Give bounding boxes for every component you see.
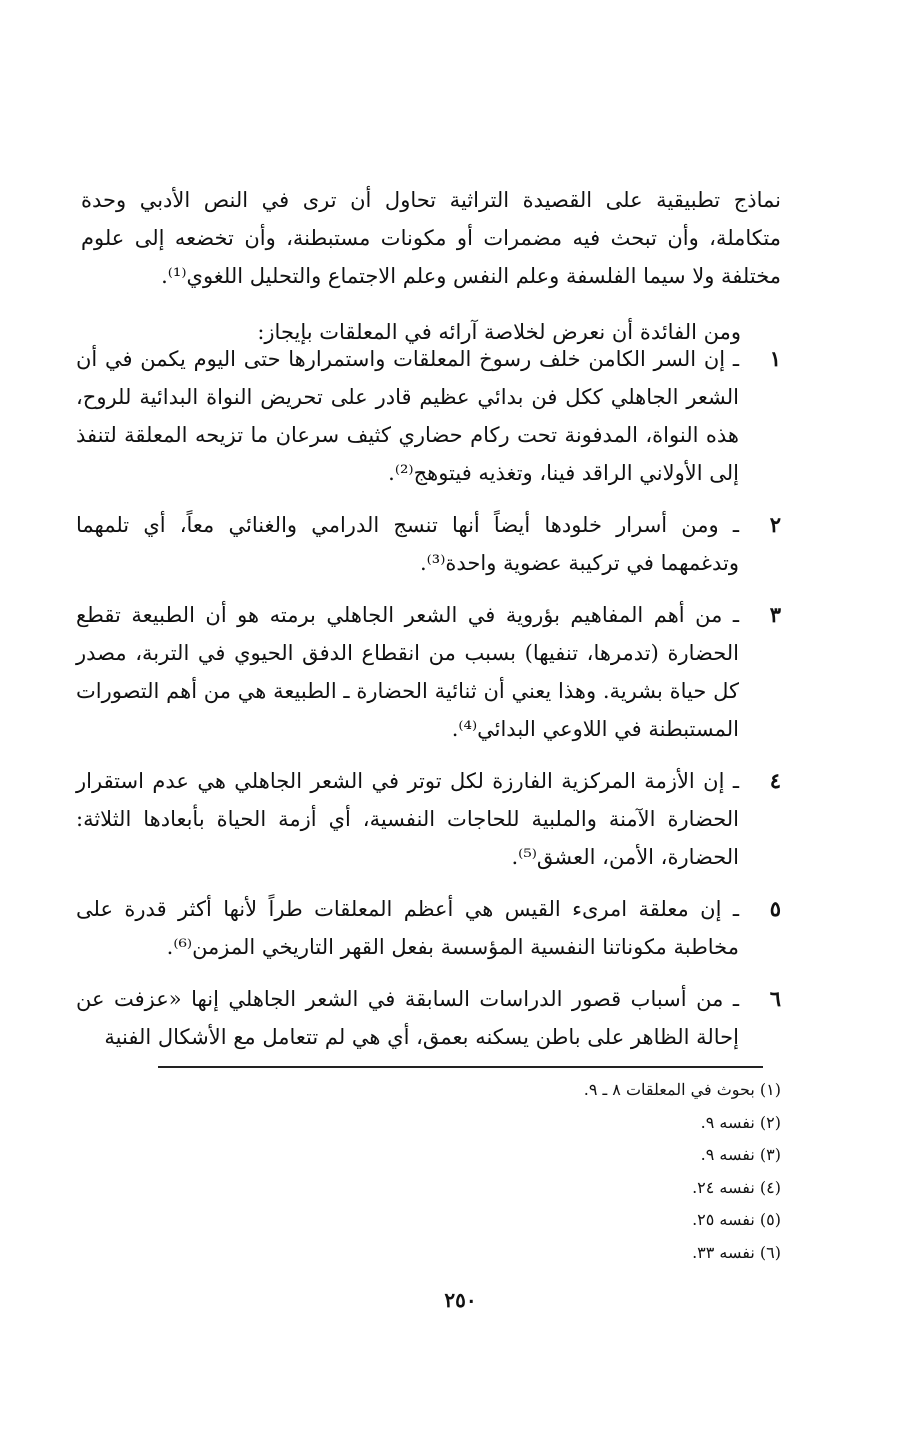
list-item	[76, 506, 781, 582]
list-item	[76, 340, 781, 492]
footnote: (٢) نفسه ٩.	[700, 1112, 781, 1132]
list-item	[76, 980, 781, 1056]
list-item-number: ٣	[769, 602, 781, 627]
list-item	[76, 890, 781, 966]
footnote: (٦) نفسه ٣٣.	[692, 1242, 781, 1262]
page-number: ٢٥٠	[444, 1288, 477, 1312]
list-item-text: ـ ومن أسرار خلودها أيضاً أنها تنسج الدرامي والغنائي معاً، أي تلمهما وتدغمهما في تركيبة عضوية واحدة⁽³⁾.	[76, 513, 739, 575]
list-item-number: ١	[769, 346, 781, 371]
list-item	[76, 596, 781, 748]
summary-lead-paragraph: ومن الفائدة أن نعرض لخلاصة آرائه في المعلقات بإيجاز:	[257, 320, 741, 344]
footnote: (١) بحوث في المعلقات ٨ ـ ٩.	[583, 1080, 781, 1099]
footnotes-list	[181, 1074, 781, 1269]
list-item-text: ـ إن الأزمة المركزية الفارزة لكل توتر في الشعر الجاهلي هي عدم استقرار الحضارة الآمنة والملبية للحاجات النفسية، أي أزمة الحياة بأبعادها الثلاثة: الحضارة، الأمن، العشق⁽⁵⁾.	[76, 769, 739, 869]
footnote: (٣) نفسه ٩.	[700, 1145, 781, 1164]
list-item-number: ٦	[769, 986, 781, 1011]
footnote: (٤) نفسه ٢٤.	[692, 1177, 781, 1197]
intro-paragraph: نماذج تطبيقية على القصيدة التراثية تحاول أن ترى في النص الأدبي وحدة متكاملة، وأن تبحث فيه مضمرات أو مكونات مستبطنة، وأن تخضعه إلى علوم مختلفة ولا سيما الفلسفة وعلم النفس وعلم الاجتماع والتحليل اللغوي⁽¹⁾.	[81, 188, 781, 288]
list-item-text: ـ إن السر الكامن خلف رسوخ المعلقات واستمرارها حتى اليوم يكمن في أن الشعر الجاهلي ككل فن بدائي عظيم قادر على تحريض النواة البدائية للروح، هذه النواة، المدفونة تحت ركام حضاري كثيف سرعان ما تزيحه المعلقة لتنفذ إلى الأولاني الراقد فينا، وتغذيه فيتوهج⁽²⁾.	[76, 347, 739, 485]
list-item-text: ـ من أسباب قصور الدراسات السابقة في الشعر الجاهلي إنها «عزفت عن إحالة الظاهر على باطن يسكنه بعمق، أي هي لم تتعامل مع الأشكال الفنية	[76, 987, 739, 1049]
list-item-text: ـ إن معلقة امرىء القيس هي أعظم المعلقات طراً لأنها أكثر قدرة على مخاطبة مكوناتنا النفسية المؤسسة بفعل القهر التاريخي المزمن⁽⁶⁾.	[76, 897, 739, 959]
list-item-number: ٥	[769, 896, 781, 921]
list-item-number: ٢	[769, 512, 781, 537]
list-item-text: ـ من أهم المفاهيم بؤروية في الشعر الجاهلي برمته هو أن الطبيعة تقطع الحضارة (تدمرها، تنفيها) بسبب من انقطاع الدفق الحيوي في التربة، مصدر كل حياة بشرية. وهذا يعني أن ثنائية الحضارة ـ الطبيعة هي من أهم التصورات المستبطنة في اللاوعي البدائي⁽⁴⁾.	[76, 603, 739, 741]
footnote: (٥) نفسه ٢٥.	[692, 1210, 781, 1229]
list-item-number: ٤	[769, 768, 781, 793]
footnote-divider	[158, 1066, 763, 1068]
summary-points-list	[76, 340, 781, 1070]
list-item	[76, 762, 781, 876]
